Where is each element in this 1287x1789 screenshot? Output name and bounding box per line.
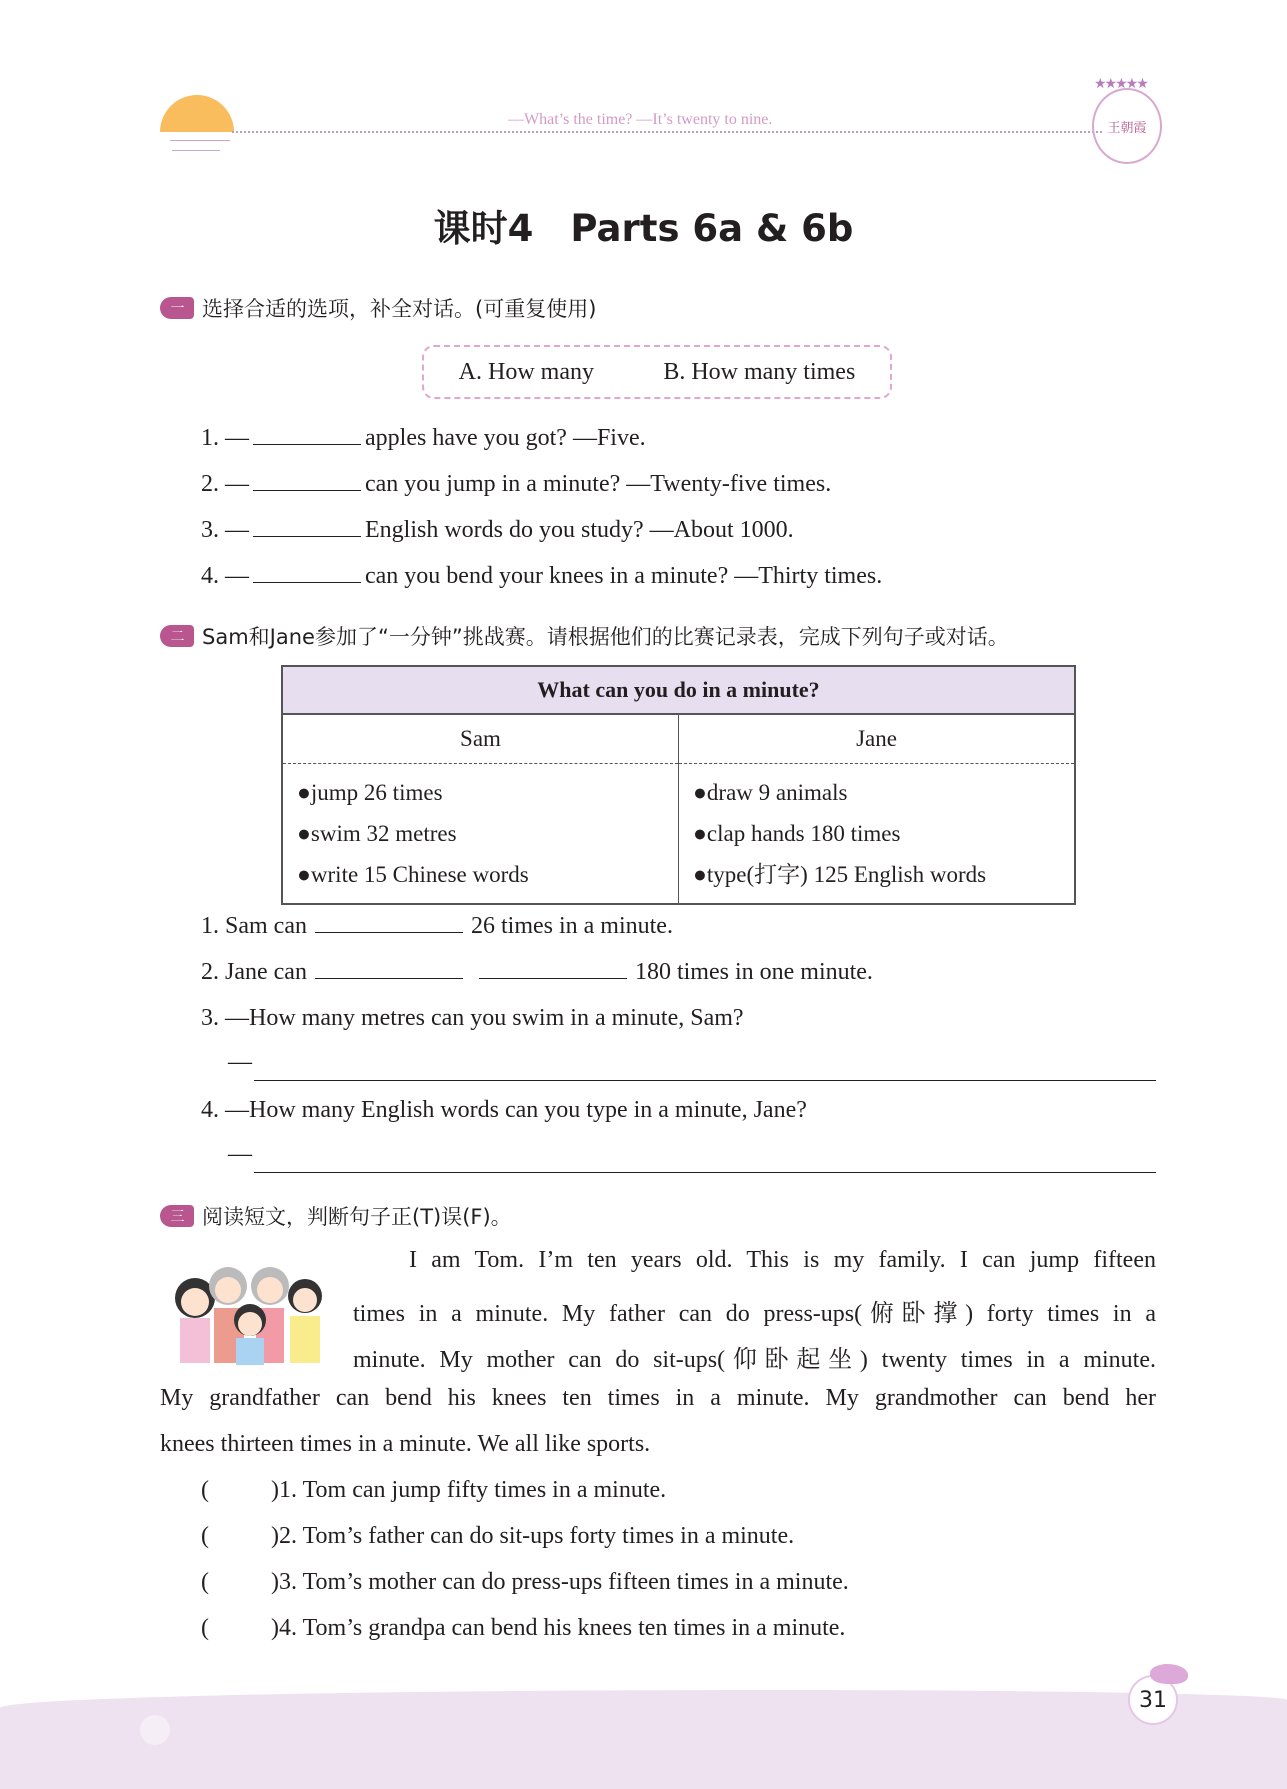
question-3	[201, 517, 794, 544]
option-b: B. How many times	[663, 358, 856, 385]
sun-reflection	[172, 150, 220, 151]
record-item: ●draw 9 animals	[693, 779, 848, 805]
section-instruction: 阅读短文，判断句子正(T)误(F)。	[202, 1205, 512, 1229]
record-item: ●type(打字) 125 English words	[693, 861, 987, 887]
paren: (	[201, 1477, 209, 1503]
s2-question-3: 3. —How many metres can you swim in a minute, Sam?	[201, 1005, 744, 1031]
question-2	[201, 471, 831, 498]
passage-line: My grandfather can bend his knees ten times in a minute. My grandmother can bend her	[160, 1385, 1156, 1411]
record-item: ●swim 32 metres	[297, 820, 457, 846]
s2-question-2	[201, 959, 873, 986]
paren: (	[201, 1569, 209, 1595]
column-sam: Sam	[282, 714, 679, 763]
section-3-header	[160, 1201, 512, 1231]
question-text: apples have you got? —Five.	[365, 425, 646, 451]
paren: )	[271, 1523, 279, 1549]
sun-reflection	[170, 140, 230, 141]
statement-2	[201, 1523, 794, 1550]
passage-line: I am Tom. I’m ten years old. This is my family. I can jump fifteen	[409, 1247, 1156, 1273]
option-a: A. How many	[458, 358, 594, 385]
answer-blank[interactable]	[315, 959, 463, 979]
question-number: 4. —	[201, 563, 249, 589]
section-badge: 三	[160, 1205, 194, 1227]
question-4	[201, 563, 882, 590]
statement-text: 1. Tom can jump fifty times in a minute.	[279, 1477, 667, 1503]
dolphin-icon	[1150, 1664, 1188, 1684]
answer-blank[interactable]	[253, 425, 361, 445]
column-jane: Jane	[679, 714, 1076, 763]
section-badge: 一	[160, 297, 194, 319]
paren: )	[271, 1477, 279, 1503]
sun-icon	[160, 95, 234, 132]
footer-bubble	[140, 1715, 170, 1745]
passage-line: times in a minute. My father can do press-ups(俯卧撑) forty times in a	[353, 1301, 1156, 1327]
record-item: ●jump 26 times	[297, 779, 443, 805]
statement-1	[201, 1477, 666, 1504]
table-title: What can you do in a minute?	[282, 666, 1075, 714]
question-text: English words do you study? —About 1000.	[365, 517, 794, 543]
paren: )	[271, 1569, 279, 1595]
sam-records	[282, 763, 679, 904]
answer-blank[interactable]	[479, 959, 627, 979]
answer-blank[interactable]	[253, 563, 361, 583]
statement-text: 4. Tom’s grandpa can bend his knees ten times in a minute.	[279, 1615, 846, 1641]
brand-logo	[1092, 88, 1162, 164]
record-table	[281, 665, 1076, 905]
paren: (	[201, 1523, 209, 1549]
question-number: 1. —	[201, 425, 249, 451]
statement-4	[201, 1615, 845, 1642]
answer-blank[interactable]	[253, 471, 361, 491]
paren: )	[271, 1615, 279, 1641]
section-2-header	[160, 621, 1009, 651]
question-text: can you jump in a minute? —Twenty-five times.	[365, 471, 832, 497]
question-1	[201, 425, 646, 452]
question-number: 2. —	[201, 471, 249, 497]
answer-blank[interactable]	[253, 517, 361, 537]
question-text: 26 times in a minute.	[470, 913, 673, 939]
section-instruction: Sam和Jane参加了“一分钟”挑战赛。请根据他们的比赛记录表，完成下列句子或对话。	[202, 625, 1009, 649]
page-number-text: 31	[1139, 1687, 1167, 1713]
header-divider	[232, 131, 1102, 133]
question-text: can you bend your knees in a minute? —Thirty times.	[365, 563, 883, 589]
record-item: ●write 15 Chinese words	[297, 861, 529, 887]
answer-dash: —	[228, 1049, 252, 1075]
s2-question-4: 4. —How many English words can you type in a minute, Jane?	[201, 1097, 807, 1123]
passage-line: minute. My mother can do sit-ups(仰卧起坐) twenty times in a minute.	[353, 1347, 1156, 1373]
section-badge: 二	[160, 625, 194, 647]
question-text: 180 times in one minute.	[634, 959, 873, 985]
star-icon: ★★★★★	[1094, 77, 1147, 92]
statement-text: 2. Tom’s father can do sit-ups forty times in a minute.	[279, 1523, 795, 1549]
answer-line[interactable]	[254, 1080, 1156, 1081]
family-illustration	[170, 1258, 332, 1368]
paren: (	[201, 1615, 209, 1641]
options-box	[422, 345, 892, 399]
s2-question-1	[201, 913, 673, 940]
section-1-header	[160, 293, 596, 323]
statement-text: 3. Tom’s mother can do press-ups fifteen times in a minute.	[279, 1569, 849, 1595]
answer-blank[interactable]	[315, 913, 463, 933]
section-instruction: 选择合适的选项，补全对话。(可重复使用)	[202, 297, 597, 321]
jane-records	[679, 763, 1076, 904]
question-number: 3. —	[201, 517, 249, 543]
answer-dash: —	[228, 1141, 252, 1167]
statement-3	[201, 1569, 849, 1596]
question-text: 1. Sam can	[201, 913, 307, 939]
record-item: ●clap hands 180 times	[693, 820, 901, 846]
footer-band	[0, 1687, 1287, 1789]
question-text: 2. Jane can	[201, 959, 307, 985]
logo-text: 王朝霞	[1107, 119, 1147, 135]
page-title: 课时4 Parts 6a & 6b	[433, 207, 854, 250]
passage-line: knees thirteen times in a minute. We all like sports.	[160, 1431, 651, 1457]
header-tagline: —What’s the time? —It’s twenty to nine.	[508, 111, 773, 128]
answer-line[interactable]	[254, 1172, 1156, 1173]
